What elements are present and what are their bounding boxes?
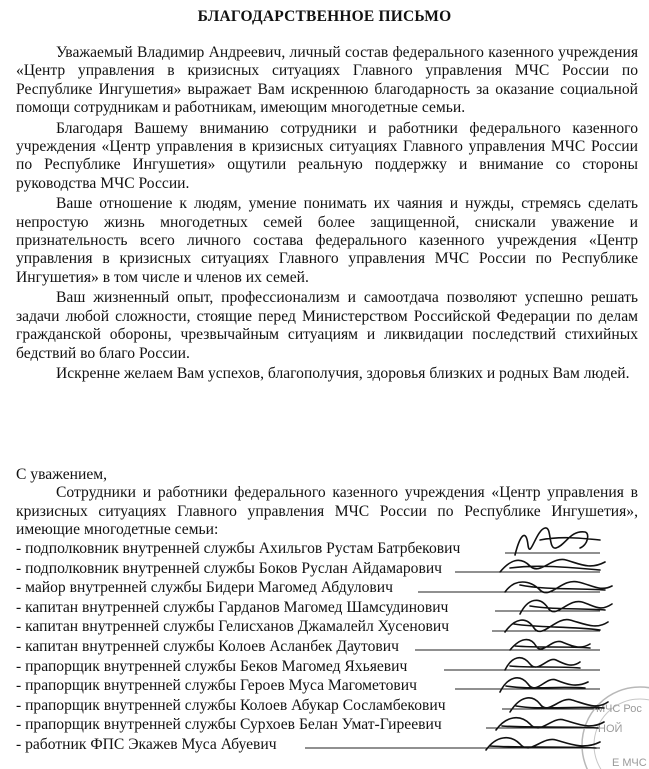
closing-text: Сотрудники и работники федерального казенного учреждения «Центр управления в кризисных ситуациях Главного управления МЧС России по Республике Ингушетия», имеющие многодетные семьи: xyxy=(16,484,638,539)
signatory-text: - майор внутренней службы Бидери Магомед Абдулович xyxy=(16,579,393,597)
stamp-text: МЧС Рос xyxy=(596,703,642,715)
paragraph-4: Ваш жизненный опыт, профессионализм и самоотдача позволяют успешно решать задачи любой сложности, стоящие перед Министерством Российской Федерации по делам гражданской обороны, чрезвычайным ситуациям и ликвидации последствий стихийных бедствий во благо России. xyxy=(16,289,638,362)
signatory-row xyxy=(16,637,649,657)
signatory-row xyxy=(16,559,649,579)
signatory-text: - подполковник внутренней службы Ахильгов Рустам Батрбекович xyxy=(16,540,461,557)
signatory-text: - прапорщик внутренней службы Героев Муса Магометович xyxy=(16,677,417,695)
stamp-text: Е МЧС xyxy=(612,757,647,769)
signatory-text: - прапорщик внутренней службы Сурхоев Белан Умат-Гиреевич xyxy=(16,716,442,734)
closing-greeting: С уважением, xyxy=(16,466,108,483)
paragraph-3: Ваше отношение к людям, умение понимать их чаяния и нужды, стремясь сделать непростую жизнь многодетных семей более защищенной, снискали уважение и признательность всего личного состава федерального казенного учреждения «Центр управления в кризисных ситуациях Главного управления МЧС России по Республике Ингушетия» в том числе и членов их семей. xyxy=(16,195,638,286)
signatory-row xyxy=(16,696,649,716)
letter-title: БЛАГОДАРСТВЕННОЕ ПИСЬМО xyxy=(197,8,452,25)
signatory-text: - работник ФПС Экажев Муса Абуевич xyxy=(16,735,277,753)
paragraph-1: Уважаемый Владимир Андреевич, личный состав федерального казенного учреждения «Центр управления в кризисных ситуациях Главного управления МЧС России по Республике Ингушетия» выражает Вам искреннюю благодарность за оказание социальной помощи сотрудникам и работникам, имеющим многодетные семьи. xyxy=(16,44,638,117)
signatory-row xyxy=(16,715,649,735)
stamp-text: НОЙ xyxy=(598,723,623,735)
signatory-row xyxy=(16,598,649,618)
signatory-text: - капитан внутренней службы Колоев Асланбек Даутович xyxy=(16,637,399,655)
closing-block xyxy=(16,466,638,540)
paragraph-5: Искренне желаем Вам успехов, благополучия, здоровья близких и родных Вам людей. xyxy=(56,364,630,382)
signatory-row xyxy=(16,676,649,696)
paragraph-2: Благодаря Вашему вниманию сотрудники и работники федерального казенного учреждения «Центр управления в кризисных ситуациях Главного управления МЧС России по Республике Ингушетия» ощутили реальную поддержку и внимание со стороны руководства МЧС России. xyxy=(16,119,638,192)
signatory-row xyxy=(16,617,649,637)
signatory-row xyxy=(16,578,649,598)
signatory-text: - прапорщик внутренней службы Беков Магомед Яхьяевич xyxy=(16,657,408,675)
signatory-text: - подполковник внутренней службы Боков Руслан Айдамарович xyxy=(16,559,443,577)
signatory-row xyxy=(16,735,649,755)
signatory-row xyxy=(16,539,649,559)
signatory-text: - капитан внутренней службы Гарданов Магомед Шамсудинович xyxy=(16,598,449,616)
signatory-row xyxy=(16,657,649,677)
signatory-text: - капитан внутренней службы Гелисханов Джамалейл Хусенович xyxy=(16,618,450,636)
signatories-list xyxy=(16,539,649,755)
signatory-text: - прапорщик внутренней службы Колоев Абукар Сосламбекович xyxy=(16,696,446,714)
letter-body xyxy=(16,44,638,383)
